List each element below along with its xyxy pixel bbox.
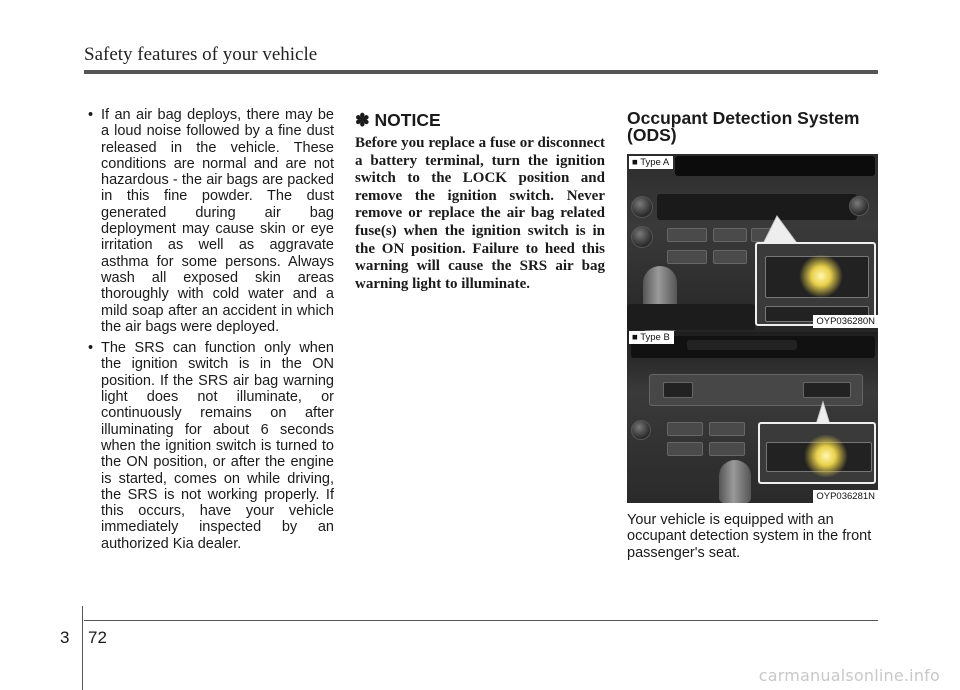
header-rule [84, 70, 878, 74]
ods-description: Your vehicle is equipped with an occupant detection system in the front passenger's seat. [627, 512, 872, 561]
inset-type-b-indicator [758, 422, 876, 484]
type-a-label: ■ Type A [629, 156, 673, 169]
inset-type-a-indicator [755, 242, 876, 326]
notice-title: ✽ NOTICE [355, 110, 441, 130]
watermark: carmanualsonline.info [758, 666, 940, 685]
column-middle [355, 110, 605, 293]
image-code-a: OYP036280N [813, 315, 878, 328]
bullet-srs-function: • The SRS can function only when the ignition switch is in the ON position. If the SRS air bag warning light does not illuminate, or continuously remains on after illuminating for about 6 seconds when the ignition switch is turned to the ON position, or after the engine is started, comes on while driving, the SRS is not working properly. If this occurs, have your vehicle immediately inspected by an authorized Kia dealer. [84, 340, 334, 552]
notice-body: Before you replace a fuse or disconnect a battery terminal, turn the ignition switch to the LOCK position and remove the ignition switch. Never remove or replace the air bag related fuse(s) when the ignition switch is in the ON position. Failure to heed this warning will cause the SRS air bag warning light to illuminate. [355, 135, 605, 292]
image-code-b: OYP036281N [813, 490, 878, 503]
column-right [627, 110, 878, 561]
footer-separator [82, 606, 83, 690]
bullet-airbag-deploy: • If an air bag deploys, there may be a loud noise followed by a fine dust released in the vehicle. These conditions are normal and are not hazardous - the air bags are packed in this fine powder. The dust generated during air bag deployment may cause skin or eye irritation as well as aggravate asthma for some persons. Always wash all exposed skin areas thoroughly with cold water and a mild soap after an accident in which the air bags were deployed. [84, 107, 334, 335]
column-left [84, 107, 334, 557]
bullet-list [84, 107, 334, 552]
type-b-label: ■ Type B [629, 331, 674, 344]
ods-figure [627, 154, 878, 503]
section-title: Occupant Detection System (ODS) [627, 108, 860, 145]
chapter-number: 3 [60, 628, 70, 647]
running-head: Safety features of your vehicle [84, 44, 318, 65]
footer-rule [84, 620, 878, 621]
page-number: 72 [88, 628, 107, 647]
